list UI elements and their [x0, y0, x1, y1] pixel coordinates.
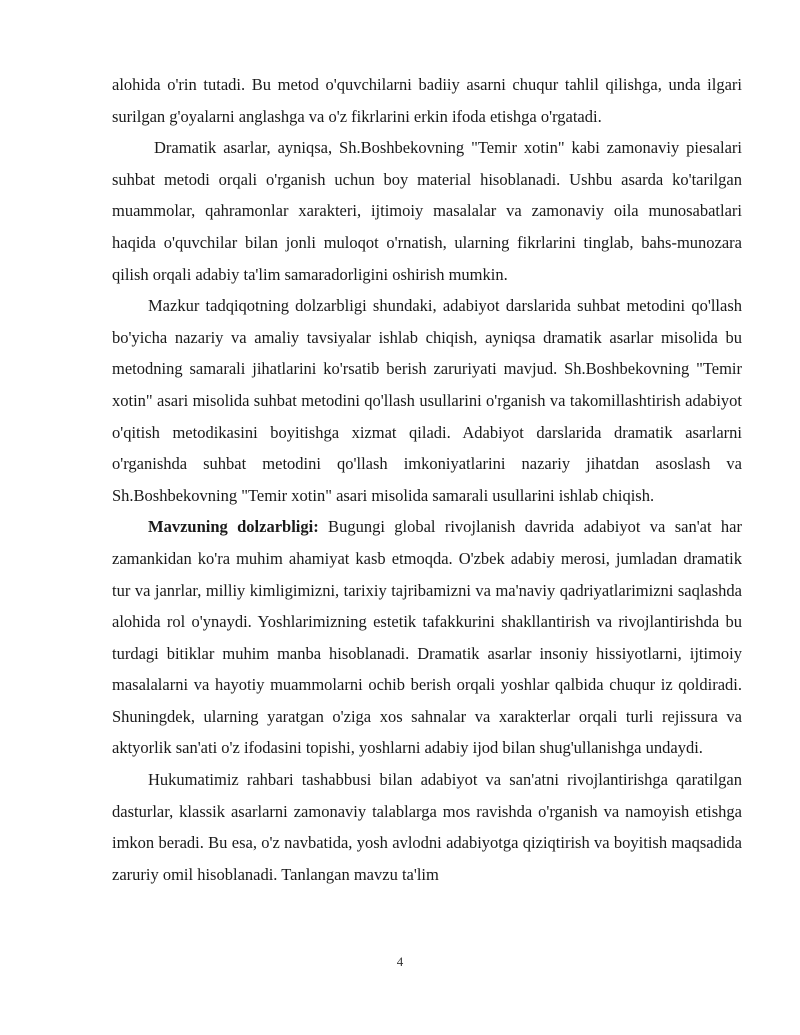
paragraph-heading: Mavzuning dolzarbligi: [148, 517, 319, 537]
paragraph-continuation [112, 69, 742, 132]
paragraph-text: Bugungi global rivojlanish davrida adabiyot va san'at har zamankidan ko'ra muhim ahamiyat kasb etmoqda. O'zbek adabiy merosi, jumladan dramatik tur va janrlar, milliy kimligimizni, tarixiy tajribamizni va ma'naviy qadriyatlarimizni saqlashda alohida rol o'ynaydi. Yoshlarimizning estetik tafakkurini shakllantirish va rivojlantirishda bu turdagi bitiklar muhim manba hisoblanadi. Dramatik asarlar insoniy hissiyotlarni, ijtimoiy masalalarni va hayotiy muammolarni ochib berish orqali yoshlar qalbida chuqur iz qoldiradi. Shuningdek, ularning yaratgan o'ziga xos sahnalar va xarakterlar orqali turli rejissura va aktyorlik san'ati o'z ifodasini topishi, yoshlarni adabiy ijod bilan shug'ullanishga undaydi. [112, 517, 743, 758]
page-number: 4 [396, 954, 404, 969]
paragraph-dramatic-works [112, 132, 742, 290]
document-body [112, 69, 742, 890]
paragraph-government-initiative [112, 764, 742, 890]
paragraph-topic-relevance [112, 511, 742, 764]
paragraph-text: Mazkur tadqiqotning dolzarbligi shundaki, adabiyot darslarida suhbat metodini qo'llash bo'yicha nazariy va amaliy tavsiyalar ishlab chiqish, ayniqsa dramatik asarlar misolida bu metodning samarali jihatlarini ko'rsatib berish zaruriyati mavjud. Sh.Boshbekovning "Temir xotin" asari misolida suhbat metodini qo'llash usullarini o'rganish va takomillashtirish adabiyot o'qitish metodikasini boyitishga xizmat qiladi. Adabiyot darslarida dramatik asarlarni o'rganishda suhbat metodini qo'llash imkoniyatlarini nazariy jihatdan asoslash va Sh.Boshbekovning "Temir xotin" asari misolida samarali usullarini ishlab chiqish. [112, 296, 742, 505]
paragraph-text: alohida o'rin tutadi. Bu metod o'quvchilarni badiiy asarni chuqur tahlil qilishga, unda ilgari surilgan g'oyalarni anglashga va o'z fikrlarini erkin ifoda etishga o'rgatadi. [112, 75, 742, 126]
paragraph-text: Hukumatimiz rahbari tashabbusi bilan adabiyot va san'atni rivojlantirishga qaratilgan dasturlar, klassik asarlarni zamonaviy talablarga mos ravishda o'rganish va namoyish etishga imkon beradi. Bu esa, o'z navbatida, yosh avlodni adabiyotga qiziqtirish va boyitish maqsadida zaruriy omil hisoblanadi. Tanlangan mavzu ta'lim [112, 770, 742, 884]
paragraph-research-relevance [112, 290, 742, 511]
paragraph-text: Dramatik asarlar, ayniqsa, Sh.Boshbekovning "Temir xotin" kabi zamonaviy piesalari suhbat metodi orqali o'rganish uchun boy material hisoblanadi. Ushbu asarda ko'tarilgan muammolar, qahramonlar xarakteri, ijtimoiy masalalar va zamonaviy oila munosabatlari haqida o'quvchilar bilan jonli muloqot o'rnatish, ularning fikrlarini tinglab, bahs-munozara qilish orqali adabiy ta'lim samaradorligini oshirish mumkin. [112, 138, 742, 284]
